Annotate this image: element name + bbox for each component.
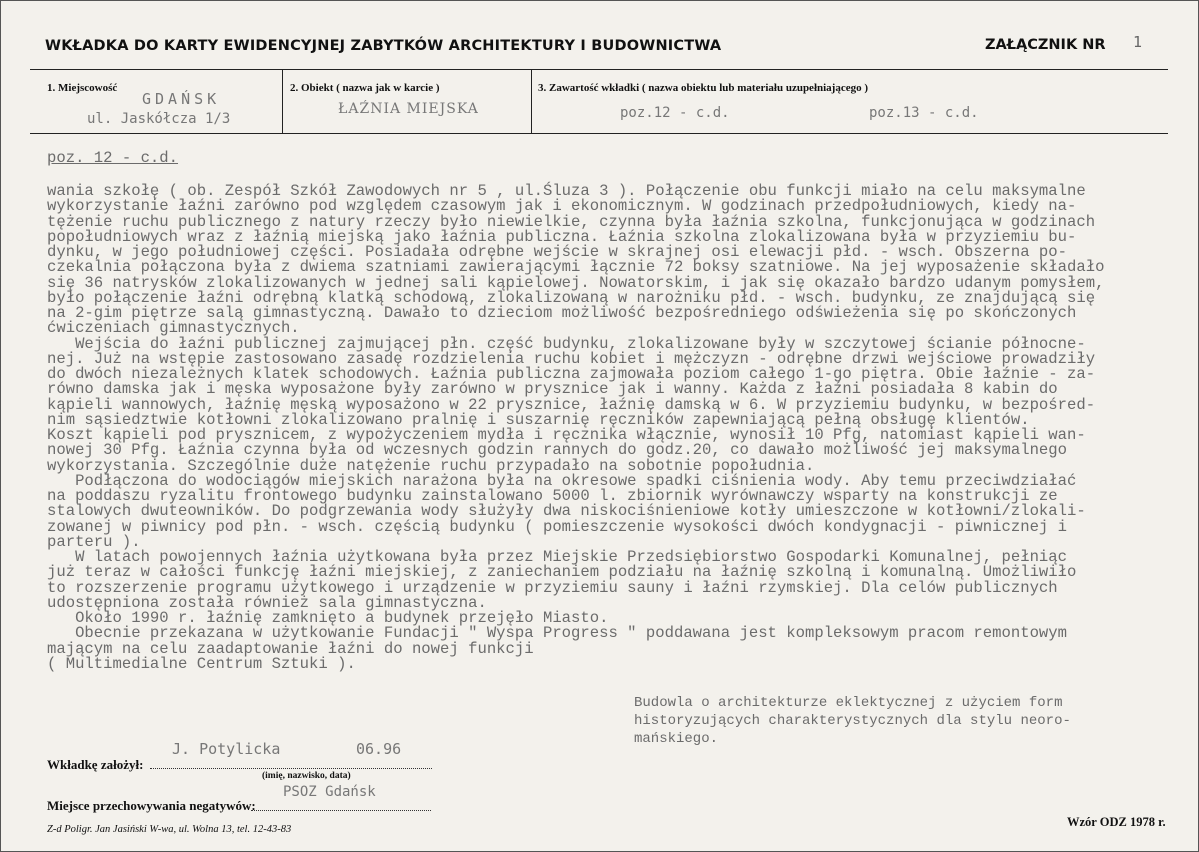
attachment-number: 1	[1133, 33, 1143, 51]
field-divider-1	[282, 69, 283, 133]
text-line: do dwóch niezależnych klatek schodowych. Łaźnia publiczna zajmowała poziom całego 1-go piętra. Obie łaźnie - za-	[47, 365, 1096, 383]
text-line: Koszt kąpieli pod prysznicem, z wypożyczeniem mydła i ręcznika włącznie, wynosił 10 Pfg, natomiast kąpieli wan-	[47, 426, 1086, 444]
negatives-dotted-line	[251, 810, 431, 811]
contents-value-2: poz.13 - c.d.	[869, 105, 979, 121]
architecture-note	[634, 694, 1071, 748]
text-line: zowanej w piwnicy pod płn. - wsch. częścią budynku ( pomieszczenie wysokości dwóch kondygnacji - piwnicznej i	[47, 517, 1067, 536]
author-name: J. Potylicka	[172, 740, 281, 758]
negatives-label: Miejsce przechowywania negatywów:	[47, 798, 256, 813]
text-line: to rozszerzenie programu użytkowego i urządzenie w przyziemiu sauny i łaźni rzymskiej. Dla celów publicznych	[47, 578, 1058, 597]
text-line: Około 1990 r. łaźnię zamknięto a budynek przejęło Miasto.	[47, 609, 609, 627]
text-line: już teraz w całości funkcję łaźni miejskiej, z zaniechaniem podziału na łaźnię szkolną i komunalną. Umożliwiło	[47, 563, 1077, 582]
form-number: Wzór ODZ 1978 r.	[1067, 815, 1166, 829]
text-line: ćwiczeniach gimnastycznych.	[47, 319, 300, 338]
text-line: Podłączona do wodociągów miejskich narażona była na okresowe spadki ciśnienia wody. Aby temu przeciwdziałać	[47, 471, 1077, 490]
contents-value-1: poz.12 - c.d.	[620, 105, 730, 121]
author-dotted-line	[150, 768, 432, 769]
typed-body-text	[47, 184, 1187, 672]
text-line: się 36 natrysków zlokalizowanych w jednej sali kąpielowej. Nowatorskim, i jak się okazało bardzo udanym pomysłem,	[47, 273, 1105, 292]
text-line: nej. Już na wstępie zastosowano zasadę rozdzielenia ruchu kobiet i mężczyzn - odrębne drzwi wejściowe prowadziły	[47, 349, 1096, 368]
text-line: Obecnie przekazana w użytkowanie Fundacji " Wyspa Progress " poddawana jest kompleksowym pracom remontowym	[47, 624, 1067, 643]
attachment-label: ZAŁĄCZNIK NR	[985, 37, 1106, 53]
form-title: WKŁADKA DO KARTY EWIDENCYJNEJ ZABYTKÓW ARCHITEKTURY I BUDOWNICTWA	[45, 38, 722, 54]
text-line: kąpieli wannowych, łaźnię męską wyposażono w 22 prysznice, łaźnię damską w 6. W przyziemiu budynku, w bezpośred-	[47, 395, 1096, 414]
printer-imprint: Z-d Poligr. Jan Jasiński W-wa, ul. Wolna 13, tel. 12-43-83	[47, 824, 292, 835]
text-line: udostępniona została również sala gimnastyczna.	[47, 593, 487, 612]
text-line: nowej 30 Pfg. Łaźnia czynna była od wczesnych godzin rannych do godz.20, co dawało możliwość jej maksymalnego	[47, 441, 1067, 460]
locality-label: 1. Miejscowość	[47, 82, 118, 94]
contents-label: 3. Zawartość wkładki ( nazwa obiektu lub materiału uzupełniającego )	[538, 82, 869, 94]
header-rule-top	[30, 69, 1168, 70]
text-line: Budowla o architekturze eklektycznej z użyciem form	[634, 695, 1063, 711]
text-line: dynku, w jego południowej części. Posiadała odrębne wejście w skrajnej osi elewacji płd. - wsch. Obszerna po-	[47, 243, 1067, 261]
text-line: ( Multimedialne Centrum Sztuki ).	[47, 654, 356, 673]
author-date: 06.96	[356, 740, 402, 758]
author-label: Wkładkę założył:	[47, 757, 144, 772]
text-line: mańskiego.	[634, 731, 719, 747]
text-line: W latach powojennych łaźnia użytkowana była przez Miejskie Przedsiębiorstwo Gospodarki Komunalnej, pełniąc	[47, 548, 1067, 566]
section-heading: poz. 12 - c.d.	[47, 149, 179, 167]
text-line: wykorzystanie łaźni zarówno pod względem czasowym jak i ekonomicznym. W godzinach przedpołudniowych, kiedy na-	[47, 197, 1077, 216]
text-line: równo damska jak i męska wyposażone były zarówno w prysznice jak i wanny. Każda z łaźni posiadała 8 kabin do	[47, 380, 1058, 399]
author-caption: (imię, nazwisko, data)	[262, 771, 351, 781]
negatives-value: PSOZ Gdańsk	[283, 784, 376, 800]
text-line: na 2-gim piętrze salą gimnastyczną. Dawało to dzieciom możliwość bezpośredniego odświeżenia się po skończonych	[47, 304, 1077, 322]
text-line: było połączenie łaźni odrębną klatką schodową, zlokalizowaną w narożniku płd. - wsch. budynku, ze znajdującą się	[47, 288, 1096, 307]
object-value: ŁAŹNIA MIEJSKA	[338, 101, 479, 117]
text-line: popołudniowych wraz z łaźnią miejską jako łaźnia publiczna. Łaźnia szkolna zlokalizowana była w przyziemiu bu-	[47, 227, 1077, 246]
text-line: stalowych dwuteowników. Do podgrzewania wody służyły dwa niskociśnieniowe kotły umieszczone w kotłowni/zlokali-	[47, 502, 1086, 521]
header-rule-bottom	[30, 133, 1168, 134]
text-line: parteru ).	[47, 532, 141, 551]
object-label: 2. Obiekt ( nazwa jak w karcie )	[290, 82, 440, 94]
text-line: mającym na celu zaadaptowanie łaźni do nowej funkcji	[47, 639, 534, 658]
field-divider-2	[531, 69, 532, 133]
locality-value-city: GDAŃSK	[142, 90, 221, 108]
text-line: wykorzystania. Szczególnie duże natężenie ruchu przypadało na sobotnie popołudnia.	[47, 456, 815, 475]
text-line: wania szkołę ( ob. Zespół Szkół Zawodowych nr 5 , ul.Śluza 3 ). Połączenie obu funkcji miało na celu maksymalne	[47, 182, 1086, 200]
locality-value-street: ul. Jaskółcza 1/3	[87, 111, 231, 127]
text-line: historyzujących charakterystycznych dla stylu neoro-	[634, 713, 1071, 729]
text-line: nim sąsiedztwie kotłowni zlokalizowano pralnię i suszarnię ręczników zapewniającą pełną obsługę klientów.	[47, 410, 1030, 429]
text-line: na poddaszu ryzalitu frontowego budynku zainstalowano 5000 l. zbiornik wyrównawczy wsparty na konstrukcji ze	[47, 487, 1058, 505]
text-line: czekalnia połączona była z dwiema szatniami zawierającymi łącznie 72 boksy szatniowe. Na jej wyposażenie składało	[47, 258, 1105, 277]
text-line: Wejścia do łaźni publicznej zajmującej płn. część budynku, zlokalizowane były w szczytowej ścianie północne-	[47, 334, 1086, 353]
text-line: tężenie ruchu publicznego z natury rzeczy było niewielkie, czynna była łaźnia szkolna, funkcjonująca w godzinach	[47, 212, 1096, 231]
